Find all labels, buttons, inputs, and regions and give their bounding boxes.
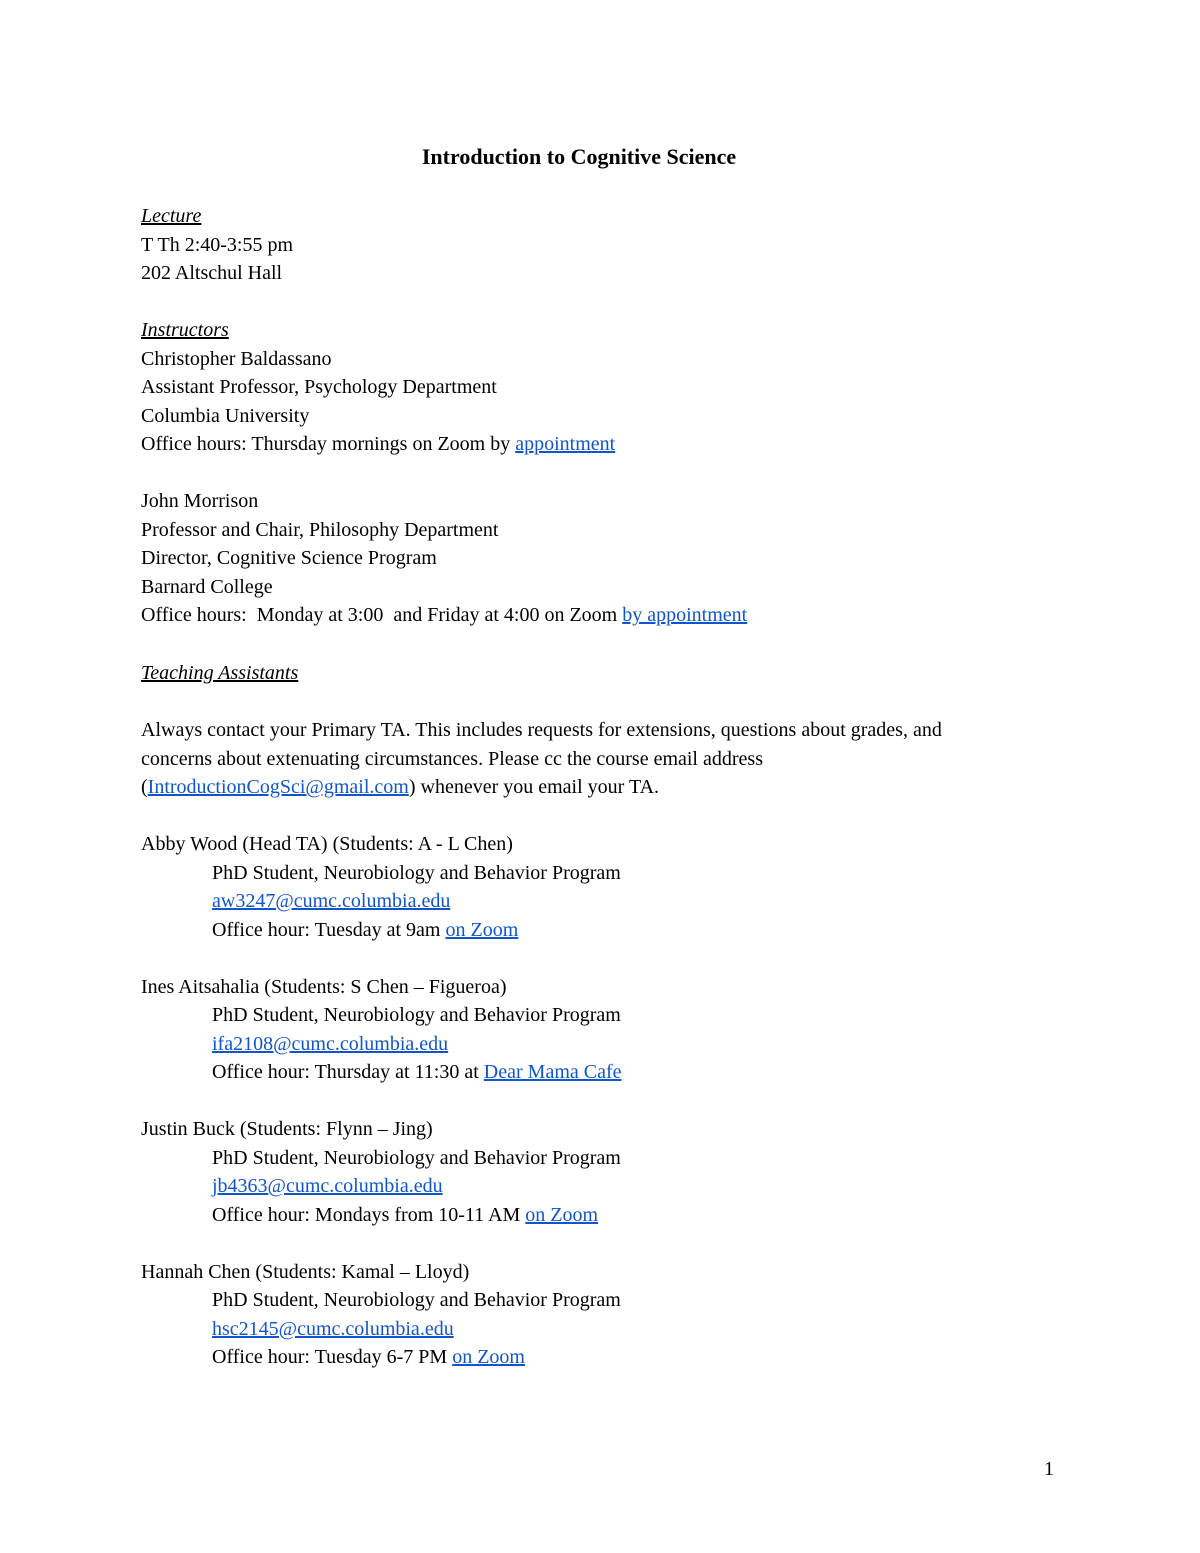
office-hours-text: Office hour: Mondays from 10-11 AM [212,1203,526,1226]
lecture-location: 202 Altschul Hall [141,262,283,284]
ta-entry [141,1258,1061,1372]
ta-email-line [141,887,1061,916]
ta-entry [141,830,1061,944]
office-hours-link[interactable]: on Zoom [525,1203,599,1226]
tas-intro-line [141,773,1061,802]
ta-email-line [141,1172,1061,1201]
lecture-time: T Th 2:40-3:55 pm [141,233,294,256]
instructor-affiliation: Columbia University [141,404,310,427]
ta-email-link[interactable]: hsc2145@cumc.columbia.edu [212,1317,454,1340]
spacer [141,802,1061,831]
ta-email-line [141,1030,1061,1059]
ta-email-link[interactable]: ifa2108@cumc.columbia.edu [212,1032,449,1055]
instructor-role: Assistant Professor, Psychology Department [141,376,497,398]
page-number: 1 [1044,1458,1054,1480]
office-hours-text: Office hours: Thursday mornings on Zoom by [141,433,516,455]
ta-program: PhD Student, Neurobiology and Behavior Program [212,1004,621,1026]
tas-section [141,659,1061,1372]
paren-open: ( [141,776,148,798]
ta-program: PhD Student, Neurobiology and Behavior Program [212,861,621,884]
instructor-entry [141,345,1061,459]
instructor-name: John Morrison [141,490,259,512]
ta-header: Justin Buck (Students: Flynn – Jing) [141,1118,433,1140]
office-hours-link[interactable]: Dear Mama Cafe [483,1061,622,1083]
instructors-section [141,316,1061,630]
ta-email-line [141,1315,1061,1344]
spacer [141,459,1061,488]
ta-office-hours [141,1058,1061,1087]
ta-header: Abby Wood (Head TA) (Students: A - L Chen) [141,833,513,855]
office-hours-text: Office hour: Tuesday at 9am [212,918,446,941]
ta-program: PhD Student, Neurobiology and Behavior Program [212,1289,621,1311]
ta-email-link[interactable]: jb4363@cumc.columbia.edu [212,1175,443,1197]
ta-header: Ines Aitsahalia (Students: S Chen – Figueroa) [141,975,507,998]
ta-office-hours [141,916,1061,945]
spacer [141,944,1061,973]
ta-office-hours [141,1201,1061,1230]
appointment-link[interactable]: by appointment [622,604,748,626]
spacer [141,688,1061,717]
tas-heading: Teaching Assistants [141,662,299,684]
ta-office-hours [141,1343,1061,1372]
intro-suffix: ) whenever you email your TA. [408,776,660,798]
ta-header: Hannah Chen (Students: Kamal – Lloyd) [141,1260,470,1283]
instructors-heading: Instructors [141,319,229,341]
ta-entry [141,973,1061,1087]
instructor-affiliation: Barnard College [141,575,273,598]
lecture-heading: Lecture [141,205,202,227]
office-hours-link[interactable]: on Zoom [445,918,519,941]
instructor-office-hours [141,430,1061,459]
instructor-entry [141,487,1061,630]
instructor-office-hours [141,601,1061,630]
tas-intro-line: concerns about extenuating circumstances. Please cc the course email address [141,747,763,770]
course-email-link[interactable]: IntroductionCogSci@gmail.com [147,776,409,798]
ta-email-link[interactable]: aw3247@cumc.columbia.edu [212,890,451,912]
instructor-role: Professor and Chair, Philosophy Department [141,518,499,541]
instructor-name: Christopher Baldassano [141,347,332,370]
office-hours-text: Office hours: Monday at 3:00 and Friday at 4:00 on Zoom [141,604,623,626]
office-hours-text: Office hour: Tuesday 6-7 PM [212,1346,453,1368]
lecture-section [141,202,1061,288]
spacer [141,1087,1061,1116]
tas-intro-line: Always contact your Primary TA. This includes requests for extensions, questions about grades, and [141,719,942,741]
document-title: Introduction to Cognitive Science [421,144,737,169]
spacer [141,1229,1061,1258]
instructor-role-secondary: Director, Cognitive Science Program [141,547,437,569]
ta-entry [141,1115,1061,1229]
appointment-link[interactable]: appointment [515,433,616,455]
ta-program: PhD Student, Neurobiology and Behavior Program [212,1146,621,1169]
office-hours-text: Office hour: Thursday at 11:30 at [212,1061,484,1083]
office-hours-link[interactable]: on Zoom [452,1346,525,1368]
